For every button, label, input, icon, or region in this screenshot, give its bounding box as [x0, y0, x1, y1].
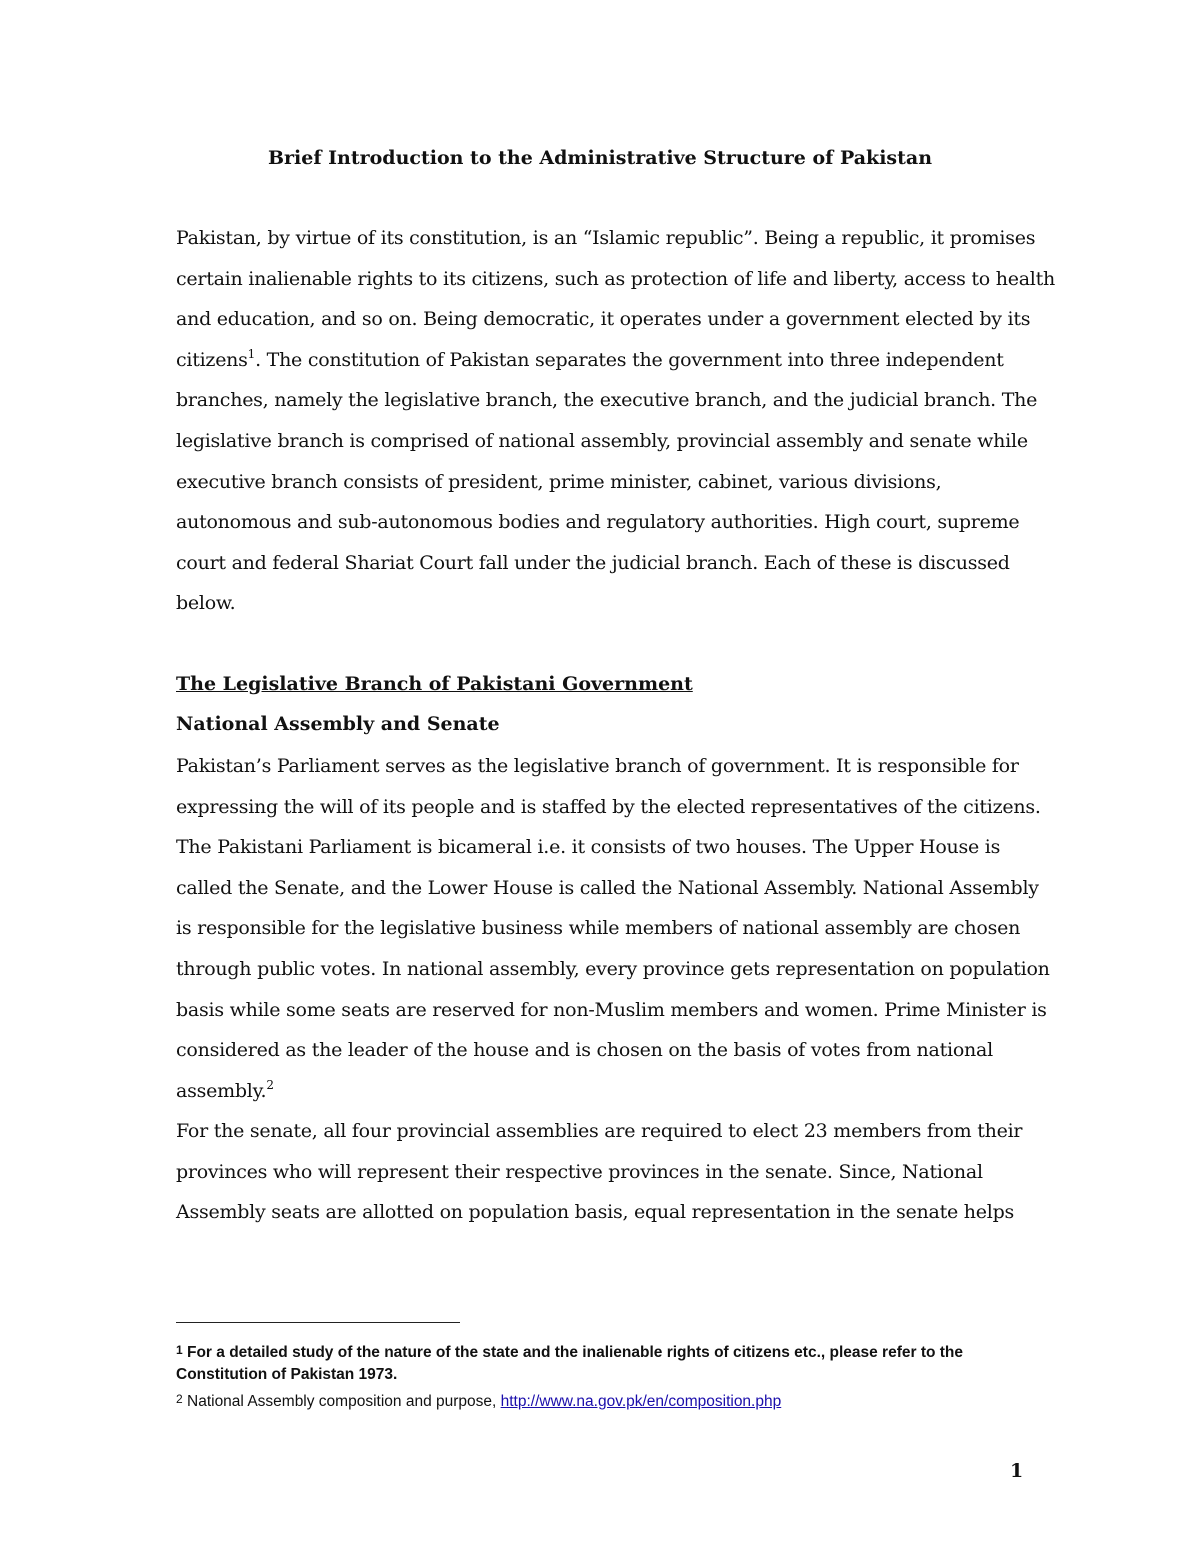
document-title: Brief Introduction to the Administrative Structure of Pakistan	[267, 147, 933, 169]
footnote-separator	[176, 1322, 460, 1323]
footnote-1	[176, 1339, 1036, 1386]
footnote-2	[176, 1388, 1036, 1413]
intro-text-part1: Pakistan, by virtue of its constitution, is an “Islamic republic”. Being a republic, it promises certain inalienable rights to its citizens, such as protection of life and liberty, access to health and education, and so on. Being democratic, it operates under a government elected by its citizens	[176, 227, 1055, 371]
senate-paragraph: For the senate, all four provincial assemblies are required to elect 23 members from their provinces who will represent their respective provinces in the senate. Since, National Assembly seats are allotted on population basis, equal representation in the senate helps	[176, 1120, 1023, 1224]
footnote-1-text: For a detailed study of the nature of the state and the inalienable rights of citizens etc., please refer to the Constitution of Pakistan 1973.	[176, 1344, 964, 1383]
footnote-ref-2[interactable]: 2	[266, 1077, 274, 1092]
parliament-text: Pakistan’s Parliament serves as the legislative branch of government. It is responsible for expressing the will of its people and is staffed by the elected representatives of the citizens. The Pakistani Parliament is bicameral i.e. it consists of two houses. The Upper House is called the Senate, and the Lower House is called the National Assembly. National Assembly is responsible for the legislative business while members of national assembly are chosen through public votes. In national assembly, every province gets representation on population basis while some seats are reserved for non-Muslim members and women. Prime Minister is considered as the leader of the house and is chosen on the basis of votes from national assembly.	[176, 755, 1050, 1102]
footnote-2-text: National Assembly composition and purpose,	[187, 1393, 501, 1410]
parliament-paragraph	[176, 746, 1056, 1111]
intro-paragraph	[176, 218, 1056, 624]
footnote-2-link[interactable]: http://www.na.gov.pk/en/composition.php	[500, 1393, 782, 1410]
footnote-1-mark: 1	[176, 1343, 183, 1357]
page-number: 1	[1010, 1460, 1024, 1482]
footnote-ref-1[interactable]: 1	[247, 346, 256, 361]
section-heading-legislative: The Legislative Branch of Pakistani Government	[176, 673, 693, 695]
subheading-national-assembly-senate: National Assembly and Senate	[176, 713, 500, 735]
footnote-2-mark: 2	[176, 1392, 183, 1406]
intro-text-part2: . The constitution of Pakistan separates the government into three independent branches, namely the legislative branch, the executive branch, and the judicial branch. The legislative branch is comprised of national assembly, provincial assembly and senate while executive branch consists of president, prime minister, cabinet, various divisions, autonomous and sub-autonomous bodies and regulatory authorities. High court, supreme court and federal Shariat Court fall under the judicial branch. Each of these is discussed below.	[176, 348, 1038, 615]
